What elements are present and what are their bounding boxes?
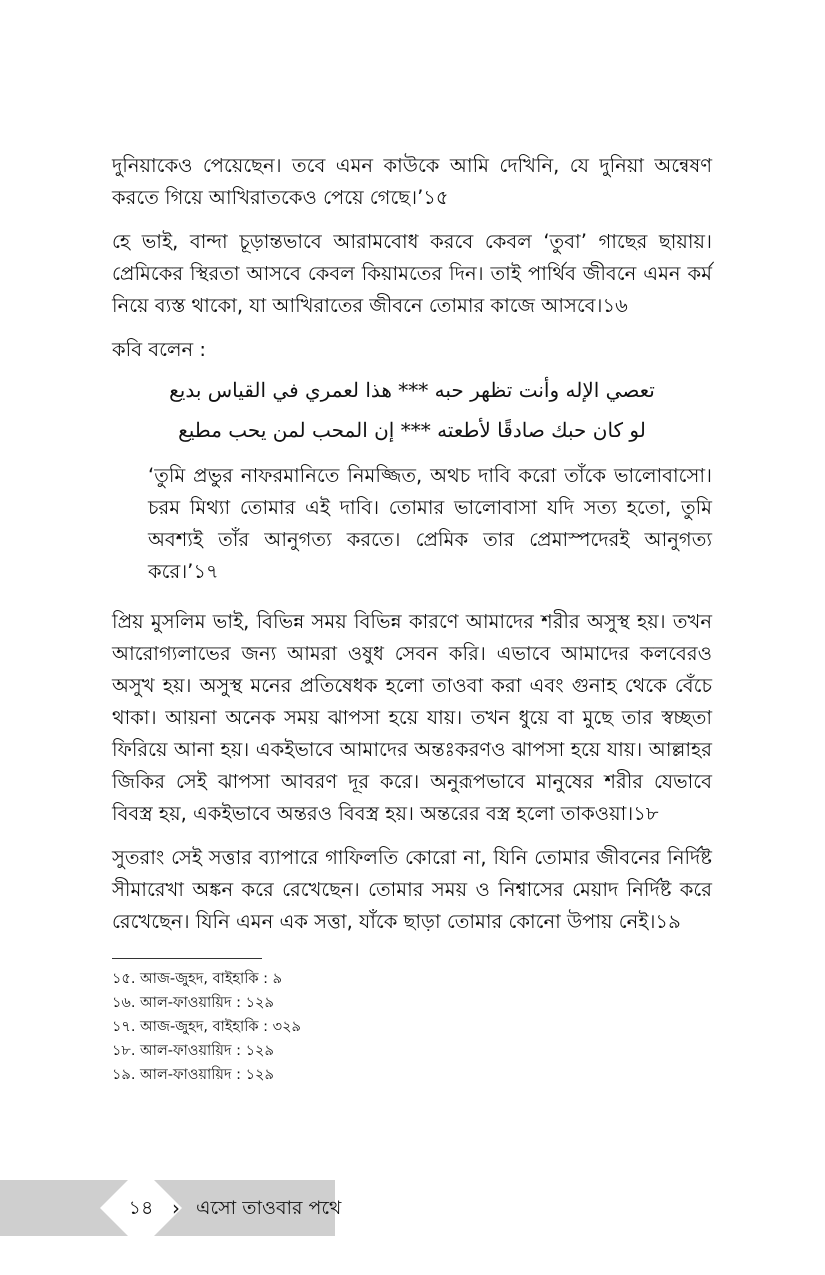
paragraph-3: প্রিয় মুসলিম ভাই, বিভিন্ন সময় বিভিন্ন কারণে আমাদের শরীর অসুস্থ হয়। তখন আরোগ্যলাভের জন্য আমরা ওষুধ সেবন করি। এভাবে আমাদের কলবেরও অসুখ হয়। অসুস্থ মনের প্রতিষেধক হলো তাওবা করা এবং গুনাহ থেকে বেঁচে থাকা। আয়না অনেক সময় ঝাপসা হয়ে যায়। তখন ধুয়ে বা মুছে তার স্বচ্ছতা ফিরিয়ে আনা হয়। একইভাবে আমাদের অন্তঃকরণও ঝাপসা হয়ে যায়। আল্লাহর জিকির সেই ঝাপসা আবরণ দূর করে। অনুরূপভাবে মানুষের শরীর যেভাবে বিবস্ত্র হয়, একইভাবে অন্তরও বিবস্ত্র হয়। অন্তরের বস্ত্র হলো তাকওয়া।১৮ [112, 610, 712, 825]
paragraph-2: হে ভাই, বান্দা চূড়ান্তভাবে আরামবোধ করবে কেবল ‘তুবা’ গাছের ছায়ায়। প্রেমিকের স্থিরতা আসবে কেবল কিয়ামতের দিন। তাই পার্থিব জীবনে এমন কর্ম নিয়ে ব্যস্ত থাকো, যা আখিরাতের জীবনে তোমার কাজে আসবে।১৬ [112, 230, 712, 317]
footnotes [112, 967, 712, 1087]
verse-translation: ‘তুমি প্রভুর নাফরমানিতে নিমজ্জিত, অথচ দাবি করো তাঁকে ভালোবাসো। চরম মিথ্যা তোমার এই দাবি। তোমার ভালোবাসা যদি সত্য হতো, তুমি অবশ্যই তাঁর আনুগত্য করতে। প্রেমিক তার প্রেমাস্পদেরই আনুগত্য করে।’১৭ [148, 464, 712, 583]
paragraph-4: সুতরাং সেই সত্তার ব্যাপারে গাফিলতি কোরো না, যিনি তোমার জীবনের নির্দিষ্ট সীমারেখা অঙ্কন করে রেখেছেন। তোমার সময় ও নিশ্বাসের মেয়াদ নির্দিষ্ট করে রেখেছেন। যিনি এমন এক সত্তা, যাঁকে ছাড়া তোমার কোনো উপায় নেই।১৯ [112, 846, 712, 933]
footnote-19: ১৯. আল-ফাওয়ায়িদ : ১২৯ [112, 1067, 274, 1083]
footnote-15: ১৫. আজ-জুহদ, বাইহাকি : ৯ [112, 971, 283, 987]
footnote-divider [112, 958, 262, 959]
paragraph-1: দুনিয়াকেও পেয়েছেন। তবে এমন কাউকে আমি দেখিনি, যে দুনিয়া অন্বেষণ করতে গিয়ে আখিরাতকেও পেয়ে গেছে।’১৫ [112, 154, 712, 209]
running-book-title: এসো তাওবার পথে [196, 1197, 342, 1219]
chevron-right-icon: › [172, 1196, 180, 1220]
arabic-verse-line-2: لو كان حبك صادقًا لأطعته *** إن المحب لمن يحب مطيع [178, 418, 646, 442]
arabic-verse [112, 370, 712, 450]
page-content [112, 150, 712, 1087]
poet-intro: কবি বলেন : [112, 338, 206, 361]
arabic-verse-line-1: تعصي الإله وأنت تظهر حبه *** هذا لعمري في القياس بديع [169, 378, 655, 402]
footnote-18: ১৮. আল-ফাওয়ায়িদ : ১২৯ [112, 1043, 274, 1059]
page-number: ১৪ [128, 1197, 154, 1219]
footnote-16: ১৬. আল-ফাওয়ায়িদ : ১২৯ [112, 995, 274, 1011]
footnote-17: ১৭. আজ-জুহদ, বাইহাকি : ৩২৯ [112, 1019, 301, 1035]
